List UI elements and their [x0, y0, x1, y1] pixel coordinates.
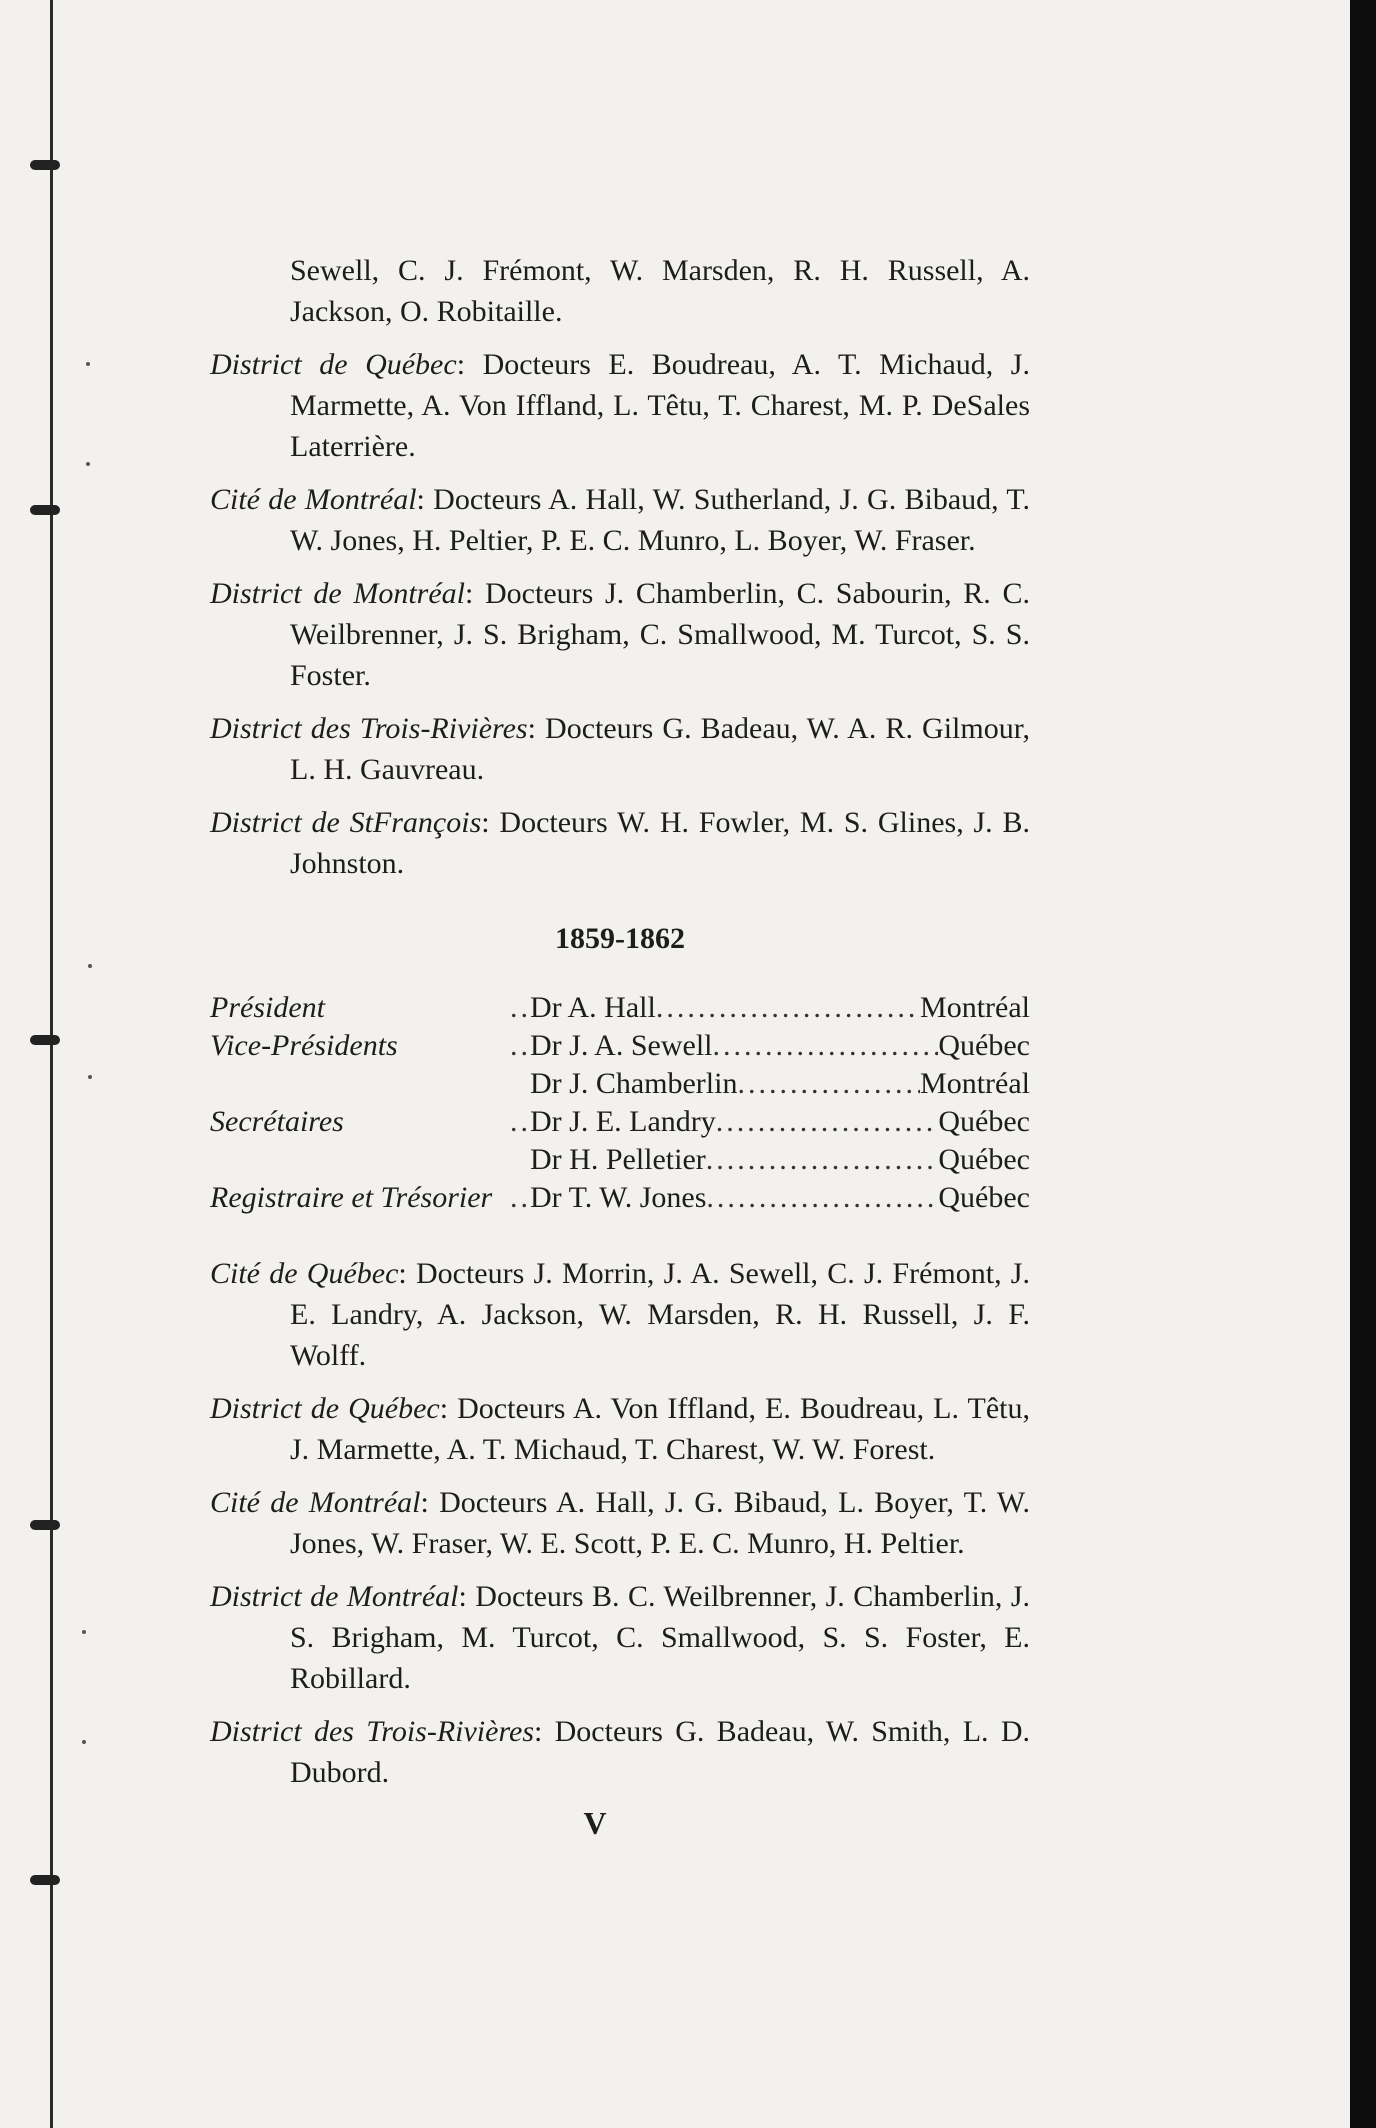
- district-entry: [210, 344, 1030, 467]
- officer-city: Montréal: [920, 1067, 1030, 1100]
- page-text: [210, 250, 1030, 1805]
- leader-dots: [510, 1025, 530, 1066]
- leader-dots: [510, 1177, 530, 1218]
- label-separator: :: [464, 577, 485, 610]
- officer-city: Québec: [938, 1029, 1030, 1062]
- district-entry: [210, 802, 1030, 884]
- label-separator: :: [398, 1257, 416, 1290]
- officer-name: Dr J. E. Landry: [530, 1105, 716, 1138]
- officer-name-col: [530, 1063, 1030, 1104]
- district-label: Cité de Montréal: [210, 483, 417, 516]
- district-entry: [210, 573, 1030, 696]
- member-names: Docteurs A. Hall, J. G. Bibaud, L. Boyer, T. W. Jones, W. Fraser, W. E. Scott, P. E. C. Munro, H. Peltier.: [290, 1486, 1030, 1560]
- label-separator: :: [420, 1486, 440, 1519]
- binding-clip: [30, 505, 60, 515]
- officer-city: Québec: [938, 1105, 1030, 1138]
- officer-row: [210, 987, 1030, 1025]
- leader-dots: [510, 987, 530, 1028]
- district-label: District de StFrançois: [210, 806, 482, 839]
- leader-dots: [656, 987, 920, 1028]
- scan-dark-edge: [1350, 0, 1376, 2128]
- officer-name-col: [530, 1177, 1030, 1218]
- year-heading: 1859-1862: [555, 922, 685, 955]
- officer-name: Dr J. Chamberlin: [530, 1067, 738, 1100]
- member-names: Docteurs A. Von Iffland, E. Boudreau, L. Têtu, J. Marmette, A. T. Michaud, T. Charest, W. W. Forest.: [290, 1392, 1030, 1466]
- page-speck: [88, 1075, 92, 1079]
- top-entries: [210, 250, 1030, 884]
- officer-row: [210, 1177, 1030, 1215]
- officer-row: [210, 1139, 1030, 1177]
- district-entry: [210, 250, 1030, 332]
- officer-title: Registraire et Trésorier: [210, 1181, 493, 1214]
- officer-title: Vice-Présidents: [210, 1029, 398, 1062]
- member-names: Docteurs E. Boudreau, A. T. Michaud, J. Marmette, A. Von Iffland, L. Têtu, T. Charest, M. P. DeSales Laterrière.: [290, 348, 1030, 463]
- district-label: Cité de Montréal: [210, 1486, 421, 1519]
- label-separator: :: [439, 1392, 458, 1425]
- binding-clip: [30, 160, 60, 170]
- leader-dots: [716, 1101, 939, 1142]
- officer-city: Québec: [938, 1143, 1030, 1176]
- member-names: Docteurs G. Badeau, W. Smith, L. D. Dubord.: [290, 1715, 1030, 1789]
- district-entry: [210, 708, 1030, 790]
- label-separator: :: [456, 348, 483, 381]
- leader-dots: [737, 1063, 920, 1104]
- member-names: Docteurs G. Badeau, W. A. R. Gilmour, L. H. Gauvreau.: [290, 712, 1030, 786]
- officer-city: Québec: [938, 1181, 1030, 1214]
- officers-list: [210, 987, 1030, 1215]
- binding-clip: [30, 1875, 60, 1885]
- label-separator: :: [416, 483, 434, 516]
- member-names: Docteurs A. Hall, W. Sutherland, J. G. Bibaud, T. W. Jones, H. Peltier, P. E. C. Munro, L. Boyer, W. Fraser.: [290, 483, 1030, 557]
- district-entry: [210, 479, 1030, 561]
- bottom-entries: [210, 1253, 1030, 1793]
- district-entry: [210, 1576, 1030, 1699]
- district-label: District de Québec: [210, 348, 457, 381]
- district-label: District de Montréal: [210, 577, 465, 610]
- leader-dots: [510, 1101, 530, 1142]
- page-speck: [86, 362, 90, 366]
- officer-name: Dr A. Hall: [530, 991, 656, 1024]
- binding-clip: [30, 1520, 60, 1530]
- label-separator: :: [481, 806, 500, 839]
- district-entry: [210, 1253, 1030, 1376]
- officer-row: [210, 1025, 1030, 1063]
- label-separator: :: [458, 1580, 476, 1613]
- member-names: Docteurs W. H. Fowler, M. S. Glines, J. B. Johnston.: [290, 806, 1030, 880]
- district-label: District de Montréal: [210, 1580, 459, 1613]
- page-speck: [82, 1630, 86, 1634]
- district-entry: [210, 1711, 1030, 1793]
- page-speck: [86, 462, 90, 466]
- member-names: Sewell, C. J. Frémont, W. Marsden, R. H. Russell, A. Jackson, O. Robitaille.: [290, 254, 1030, 328]
- officer-name-col: [530, 987, 1030, 1028]
- officer-name-col: [530, 1025, 1030, 1066]
- officer-name-col: [530, 1139, 1030, 1180]
- member-names: Docteurs B. C. Weilbrenner, J. Chamberlin, J. S. Brigham, M. Turcot, C. Smallwood, S. S. Foster, E. Robillard.: [290, 1580, 1030, 1695]
- leader-dots: [706, 1177, 938, 1218]
- member-names: Docteurs J. Morrin, J. A. Sewell, C. J. Frémont, J. E. Landry, A. Jackson, W. Marsden, R. H. Russell, J. F. Wolff.: [290, 1257, 1030, 1372]
- officer-name: Dr T. W. Jones: [530, 1181, 707, 1214]
- district-label: District des Trois-Rivières: [210, 712, 528, 745]
- officer-row: [210, 1101, 1030, 1139]
- district-entry: [210, 1482, 1030, 1564]
- district-label: Cité de Québec: [210, 1257, 399, 1290]
- officer-name: Dr J. A. Sewell: [530, 1029, 713, 1062]
- officer-title: Président: [210, 991, 325, 1024]
- officer-name: Dr H. Pelletier: [530, 1143, 706, 1176]
- leader-dots: [713, 1025, 939, 1066]
- binding-clip: [30, 1035, 60, 1045]
- label-separator: :: [534, 1715, 555, 1748]
- district-label: District des Trois-Rivières: [210, 1715, 535, 1748]
- page-speck: [82, 1740, 86, 1744]
- district-entry: [210, 1388, 1030, 1470]
- district-label: District de Québec: [210, 1392, 440, 1425]
- page-number: V: [583, 1805, 607, 1841]
- officer-city: Montréal: [920, 991, 1030, 1024]
- officer-title: Secrétaires: [210, 1105, 344, 1138]
- officer-row: [210, 1063, 1030, 1101]
- officer-name-col: [530, 1101, 1030, 1142]
- page-speck: [88, 964, 92, 968]
- label-separator: :: [527, 712, 546, 745]
- member-names: Docteurs J. Chamberlin, C. Sabourin, R. C. Weilbrenner, J. S. Brigham, C. Smallwood, M. Turcot, S. S. Foster.: [290, 577, 1030, 692]
- leader-dots: [706, 1139, 939, 1180]
